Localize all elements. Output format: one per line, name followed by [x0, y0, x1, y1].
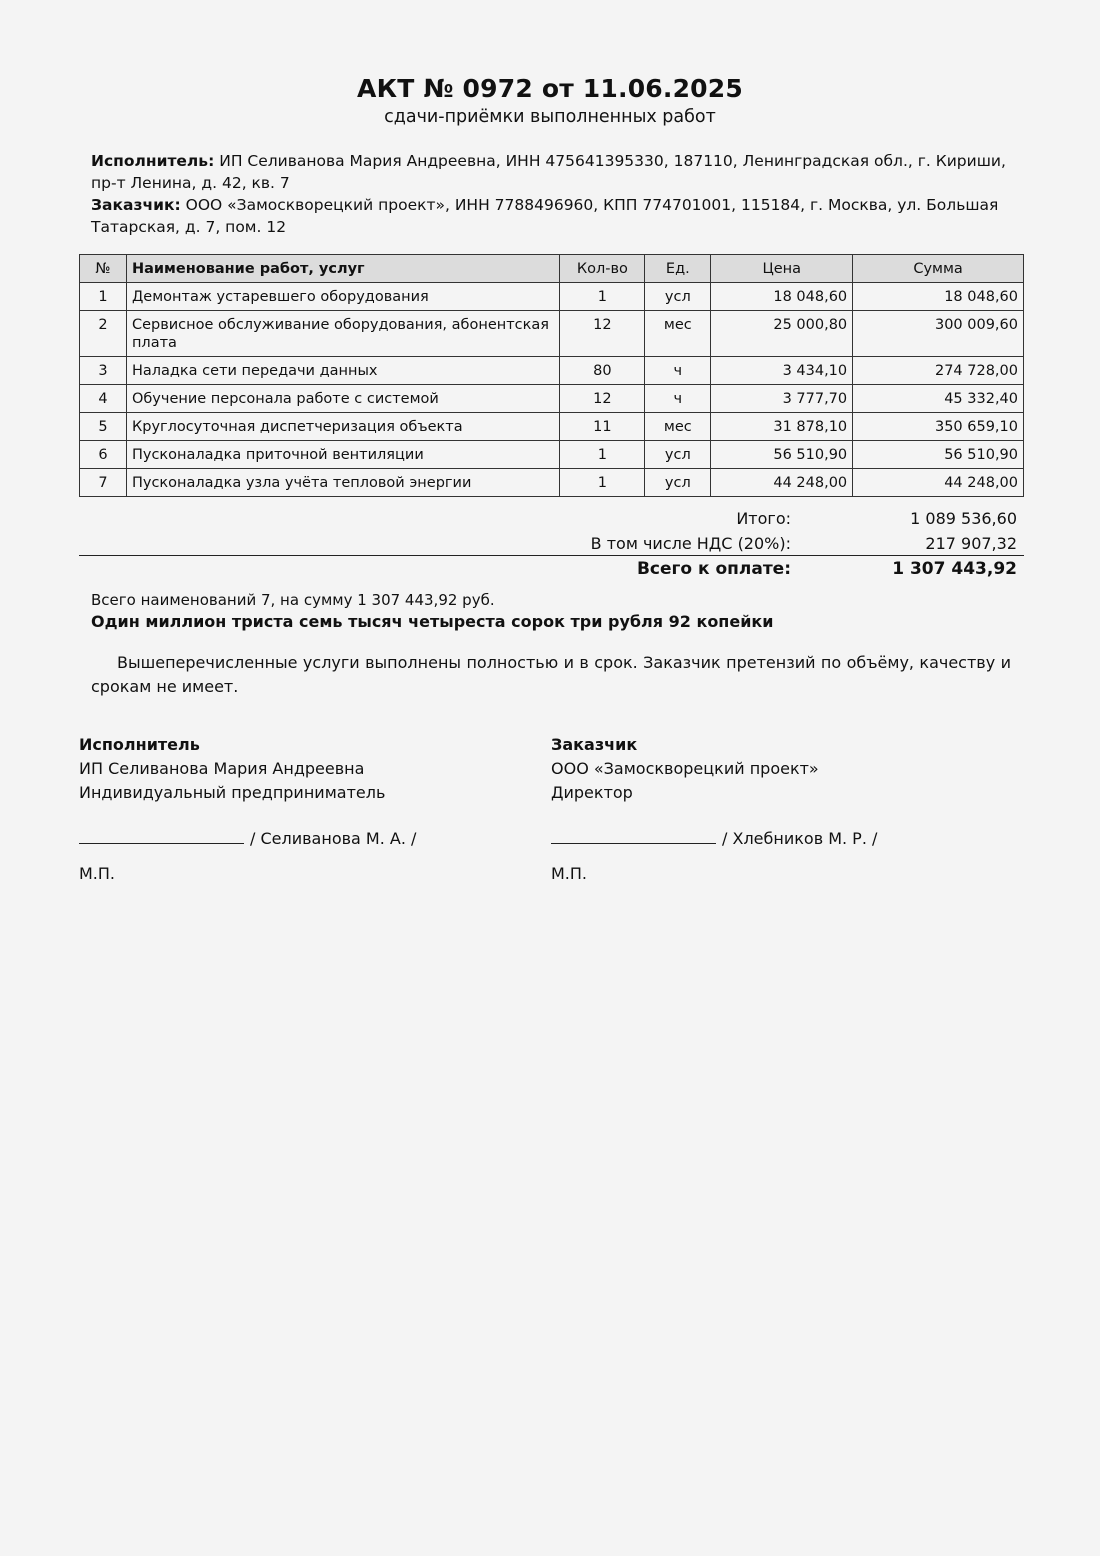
cell-qty: 1	[560, 283, 645, 311]
customer-block	[91, 194, 1021, 238]
cell-qty: 1	[560, 469, 645, 497]
executor-signature-block	[79, 733, 416, 886]
table-row	[80, 441, 1024, 469]
cell-num: 1	[80, 283, 127, 311]
table-row	[80, 413, 1024, 441]
signature-blank	[551, 829, 716, 844]
signature-blank	[79, 829, 244, 844]
totals-divider	[79, 555, 1024, 556]
cell-qty: 12	[560, 311, 645, 357]
signer-name: / Селиванова М. А. /	[250, 829, 417, 848]
cell-num: 6	[80, 441, 127, 469]
cell-num: 7	[80, 469, 127, 497]
cell-num: 3	[80, 357, 127, 385]
signer-name: / Хлебников М. Р. /	[722, 829, 878, 848]
header-name: Наименование работ, услуг	[126, 255, 559, 283]
stamp-placeholder: М.П.	[551, 864, 588, 883]
cell-unit: усл	[645, 441, 711, 469]
executor-label: Исполнитель:	[91, 152, 215, 170]
items-count-summary: Всего наименований 7, на сумму 1 307 443,92 руб.	[91, 591, 495, 609]
customer-label: Заказчик:	[91, 196, 181, 214]
cell-num: 4	[80, 385, 127, 413]
totals-block	[79, 507, 1024, 582]
acceptance-statement: Вышеперечисленные услуги выполнены полностью и в срок. Заказчик претензий по объёму, качеству и срокам не имеет.	[91, 653, 1011, 696]
customer-details: ООО «Замоскворецкий проект», ИНН 7788496960, КПП 774701001, 115184, г. Москва, ул. Большая Татарская, д. 7, пом. 12	[91, 196, 999, 236]
subtotal-value: 1 089 536,60	[910, 509, 1017, 528]
cell-unit: ч	[645, 357, 711, 385]
cell-num: 5	[80, 413, 127, 441]
cell-unit: мес	[645, 413, 711, 441]
cell-qty: 1	[560, 441, 645, 469]
executor-details: ИП Селиванова Мария Андреевна, ИНН 475641395330, 187110, Ленинградская обл., г. Кириши, пр-т Ленина, д. 42, кв. 7	[91, 152, 1006, 192]
signature-org: ООО «Замоскворецкий проект»	[551, 759, 819, 778]
signature-role: Исполнитель	[79, 735, 200, 754]
cell-unit: мес	[645, 311, 711, 357]
header-price: Цена	[711, 255, 853, 283]
cell-sum: 350 659,10	[853, 413, 1024, 441]
cell-name: Обучение персонала работе с системой	[126, 385, 559, 413]
cell-name: Сервисное обслуживание оборудования, абонентская плата	[126, 311, 559, 357]
cell-unit: ч	[645, 385, 711, 413]
cell-unit: усл	[645, 283, 711, 311]
subtotal-row	[79, 507, 1024, 532]
cell-qty: 80	[560, 357, 645, 385]
signature-line	[551, 827, 877, 851]
header-qty: Кол-во	[560, 255, 645, 283]
cell-name: Пусконаладка узла учёта тепловой энергии	[126, 469, 559, 497]
table-header-row	[80, 255, 1024, 283]
customer-signature-block	[551, 733, 877, 886]
table-row	[80, 385, 1024, 413]
vat-value: 217 907,32	[925, 534, 1017, 553]
cell-sum: 274 728,00	[853, 357, 1024, 385]
executor-block	[91, 150, 1021, 194]
cell-sum: 18 048,60	[853, 283, 1024, 311]
header-num: №	[80, 255, 127, 283]
cell-price: 44 248,00	[711, 469, 853, 497]
table-row	[80, 311, 1024, 357]
header-unit: Ед.	[645, 255, 711, 283]
cell-price: 3 434,10	[711, 357, 853, 385]
amount-in-words: Один миллион триста семь тысяч четыреста сорок три рубля 92 копейки	[91, 612, 774, 631]
cell-sum: 56 510,90	[853, 441, 1024, 469]
signature-role: Заказчик	[551, 735, 638, 754]
grand-total-value: 1 307 443,92	[892, 559, 1017, 579]
cell-qty: 12	[560, 385, 645, 413]
cell-price: 25 000,80	[711, 311, 853, 357]
table-row	[80, 283, 1024, 311]
cell-price: 3 777,70	[711, 385, 853, 413]
cell-name: Наладка сети передачи данных	[126, 357, 559, 385]
signature-position: Директор	[551, 783, 633, 802]
items-table	[79, 254, 1024, 497]
table-row	[80, 357, 1024, 385]
grand-total-label: Всего к оплате:	[636, 559, 791, 579]
cell-sum: 300 009,60	[853, 311, 1024, 357]
vat-row	[79, 532, 1024, 557]
cell-name: Демонтаж устаревшего оборудования	[126, 283, 559, 311]
document-subtitle: сдачи-приёмки выполненных работ	[384, 107, 716, 127]
signature-org: ИП Селиванова Мария Андреевна	[79, 759, 365, 778]
cell-sum: 44 248,00	[853, 469, 1024, 497]
cell-price: 31 878,10	[711, 413, 853, 441]
cell-name: Пусконаладка приточной вентиляции	[126, 441, 559, 469]
cell-num: 2	[80, 311, 127, 357]
stamp-placeholder: М.П.	[79, 864, 116, 883]
grand-total-row	[79, 557, 1024, 582]
document-title: АКТ № 0972 от 11.06.2025	[357, 74, 743, 103]
table-row	[80, 469, 1024, 497]
signature-line	[79, 827, 416, 851]
cell-unit: усл	[645, 469, 711, 497]
cell-name: Круглосуточная диспетчеризация объекта	[126, 413, 559, 441]
cell-sum: 45 332,40	[853, 385, 1024, 413]
vat-label: В том числе НДС (20%):	[590, 534, 791, 553]
cell-price: 18 048,60	[711, 283, 853, 311]
subtotal-label: Итого:	[736, 509, 791, 528]
cell-qty: 11	[560, 413, 645, 441]
signature-position: Индивидуальный предприниматель	[79, 783, 386, 802]
cell-price: 56 510,90	[711, 441, 853, 469]
header-sum: Сумма	[853, 255, 1024, 283]
